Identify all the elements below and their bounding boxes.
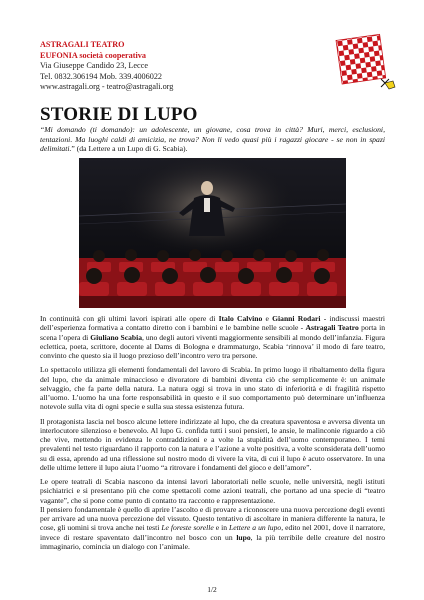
p1-text-e: , uno degli autori viventi maggiormente sensibili al mondo dell’infanzia. Figura eclettica, poeta, scrittore, docente al Dams di Bologna e drammaturgo, Scabia ‘rinnova’ il modo di fare teatro, convinto che questo sia il luogo prezioso dell’incontro [40, 332, 386, 360]
p1-text-d: porta in scena l’opera di [40, 323, 385, 342]
author-scabia: Giuliano Scabia [90, 332, 143, 342]
paragraph-2: Lo spettacolo utilizza gli elementi fondamentali del lavoro di Scabia. In primo luogo il ribaltamento della figura del lupo, che da animale minaccioso e divoratore di bambini diventa ciò che semplicemente è: un animale selvaggio, che fa parte della natura. La natura oggi si trova in uno stato di inferiorità e di fragilità rispetto all’uomo. L’uomo ha una forte responsabilità in questo e il suo comportamento può determinare un’influenza notevole sulla vita di ogni specie e sulla sua stessa esistenza futura. [40, 365, 385, 412]
page-title: STORIE DI LUPO [40, 104, 198, 125]
theatre-performance-photo [79, 158, 346, 308]
p1-text-b: e [262, 314, 273, 323]
phone: Tel. 0832.306194 Mob. 339.4006022 [40, 71, 163, 81]
p1-text-a: In continuità con gli ultimi lavori ispirati alle opere di [40, 314, 219, 323]
book-le-foreste-sorelle: Le foreste sorelle [161, 523, 214, 533]
address: Via Giuseppe Candido 23, Lecce [40, 61, 148, 70]
p1-text-c: - indiscussi maestri dell’esperienza formativa a contatto diretto con i bambini e le bambine nelle scuole - [40, 314, 385, 333]
author-rodari: Gianni Rodari [272, 314, 321, 323]
letterhead [40, 40, 300, 93]
paragraph-3: Il protagonista lascia nel bosco alcune lettere indirizzate al lupo, che da creatura spaventosa e avversa diventa un interlocutore silenzioso e benevolo. Al lupo G. confida tutti i suoi pensieri, le ansie, le malinconie riguardo a ciò che vive, mettendo in evidenza le contraddizioni e a volte la stupidità dell’uomo contemporaneo. I temi prevalenti nel testo riguardano il rapporto con la natura e l’azione a volte positiva, a volte sconsiderata dell’uomo su di essa, aprendo ad una riflessione sul nostro modo di vivere la vita, di cui il lupo è acuto osservatore. In una delle ultime lettere il lupo aiuta l’uomo “a ritrovare i fondamenti del gioco e dell’amore”. [40, 416, 385, 472]
p5-text-d: , la più terribile delle creature del nostro immaginario, comincia un dialogo con l’animale. [40, 532, 385, 551]
author-calvino: Italo Calvino [218, 314, 263, 323]
word-lupo: lupo [236, 532, 251, 542]
paragraph-4: Le opere teatrali di Scabia nascono da intensi lavori laboratoriali nelle scuole, nelle università, negli istituti psichiatrici e si presentano più che come spettacoli come azioni teatrali, che portano ad una specie di “teatro vagante”, che si pone come punto di contatto tra racconto e rappresentazione. [40, 477, 385, 505]
page-number: 1/2 [207, 585, 217, 594]
astragali-logo-icon [335, 33, 397, 95]
opening-quote [40, 125, 385, 154]
org-name: ASTRAGALI TEATRO [40, 40, 125, 49]
p5-text-b: e in [213, 523, 230, 533]
quote-text: “Mi domando (ti domando): un adolescente, un giovane, cosa trova in città? Muri, merci, esclusioni, tentazioni. Ma luoghi caldi di amicizia, ne trova? Non li vedo quasi più i ragazzi giocare - se non in spazi delimitati. [40, 125, 385, 154]
article-body [40, 314, 385, 556]
book-lettere-a-un-lupo: Lettere a un lupo [229, 523, 282, 533]
coop-name: EUFONIA società cooperativa [40, 50, 146, 60]
p5-text-c: , edito nel 2001, dove il narratore, invece di restare spaventato dall’incontro nel bosco con un [40, 523, 385, 542]
word-vero: vero [207, 351, 221, 360]
quote-source: ” (da Lettere a un Lupo di G. Scabia). [71, 144, 188, 154]
paragraph-5 [40, 505, 385, 551]
web-email: www.astragali.org - teatro@astragali.org [40, 82, 174, 91]
p1-text-f: tra persone. [220, 351, 258, 360]
p5-text-a: Il pensiero fondamentale è quello di aprire l’ascolto e di provare a riconoscere una nuova percezione degli eventi per arrivare ad una nuova percezione del vissuto. Questo tentativo di ascoltare in maniera differente la natura, le cose, gli uomini si trova anche nei testi [40, 504, 385, 533]
company-astragali: Astragali Teatro [305, 323, 359, 333]
paragraph-1 [40, 314, 385, 360]
